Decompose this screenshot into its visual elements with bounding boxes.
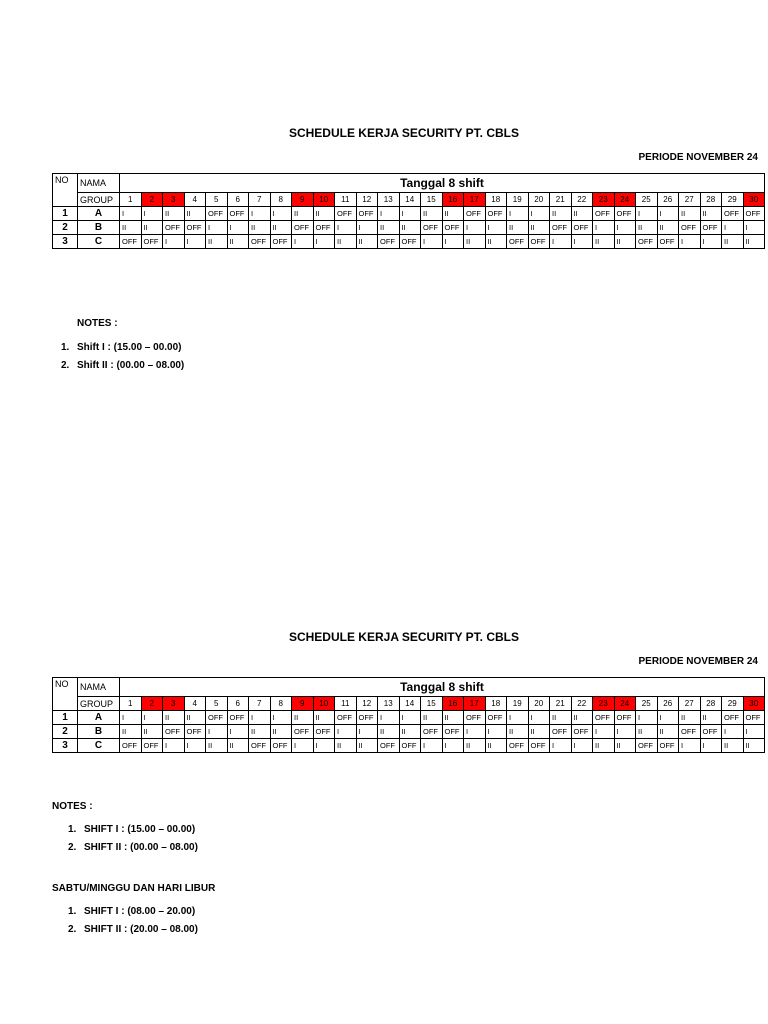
shift-cell: OFF: [722, 207, 744, 221]
shift-cell: I: [399, 207, 421, 221]
shift-cell: I: [120, 711, 142, 725]
shift-cell: II: [700, 711, 722, 725]
shift-cell: I: [163, 235, 185, 249]
day-cell: 22: [571, 697, 593, 711]
shift-cell: II: [507, 221, 529, 235]
shift-cell: OFF: [528, 739, 550, 753]
shift-cell: II: [227, 739, 249, 753]
day-cell: 10: [313, 193, 335, 207]
shift-cell: OFF: [378, 739, 400, 753]
shift-cell: II: [679, 711, 701, 725]
day-cell: 12: [356, 193, 378, 207]
shift-cell: I: [335, 221, 357, 235]
shift-cell: II: [184, 207, 206, 221]
day-cell: 11: [335, 697, 357, 711]
shift-cell: I: [679, 739, 701, 753]
schedule-table: [52, 173, 765, 249]
shift-cell: OFF: [528, 235, 550, 249]
day-cell: 6: [227, 193, 249, 207]
shift-cell: II: [528, 221, 550, 235]
day-cell: 4: [184, 193, 206, 207]
shift-cell: OFF: [550, 221, 572, 235]
day-cell: 9: [292, 193, 314, 207]
weekend-heading: SABTU/MINGGU DAN HARI LIBUR: [52, 883, 216, 894]
col-nama-header: NAMA: [78, 678, 120, 697]
shift-cell: II: [399, 221, 421, 235]
shift-cell: I: [421, 739, 443, 753]
day-cell: 28: [700, 193, 722, 207]
list-item: [68, 822, 198, 840]
table-row: [53, 739, 765, 753]
shift-cell: OFF: [120, 739, 142, 753]
shift-cell: I: [184, 739, 206, 753]
shift-cell: I: [464, 221, 486, 235]
day-cell: 15: [421, 193, 443, 207]
shift-cell: I: [442, 235, 464, 249]
day-cell: 17: [464, 697, 486, 711]
day-cell: 29: [722, 697, 744, 711]
shift-cell: OFF: [227, 711, 249, 725]
day-cell: 21: [550, 193, 572, 207]
day-cell: 7: [249, 697, 271, 711]
list-item: [68, 840, 198, 858]
shift-cell: II: [206, 235, 228, 249]
row-number: 2: [53, 725, 78, 739]
shift-cell: OFF: [614, 711, 636, 725]
shift-cell: I: [227, 725, 249, 739]
shift-cell: II: [184, 711, 206, 725]
shift-cell: OFF: [335, 207, 357, 221]
list-item: [61, 340, 184, 358]
shift-cell: OFF: [593, 711, 615, 725]
shift-cell: OFF: [141, 739, 163, 753]
day-cell: 20: [528, 697, 550, 711]
shift-cell: OFF: [335, 711, 357, 725]
shift-cell: II: [120, 725, 142, 739]
shift-cell: I: [292, 739, 314, 753]
shift-cell: II: [227, 235, 249, 249]
tanggal-header: Tanggal 8 shift: [120, 174, 765, 193]
shift-cell: I: [743, 221, 765, 235]
shift-cell: OFF: [550, 725, 572, 739]
shift-cell: OFF: [700, 221, 722, 235]
shift-cell: II: [292, 207, 314, 221]
shift-cell: II: [636, 221, 658, 235]
shift-cell: OFF: [120, 235, 142, 249]
day-cell: 20: [528, 193, 550, 207]
table-row: [53, 207, 765, 221]
shift-cell: II: [335, 235, 357, 249]
shift-cell: II: [657, 725, 679, 739]
list-text: SHIFT II : (20.00 – 08.00): [84, 924, 198, 935]
shift-cell: OFF: [442, 221, 464, 235]
day-cell: 12: [356, 697, 378, 711]
list-text: Shift II : (00.00 – 08.00): [77, 360, 185, 371]
shift-cell: II: [614, 739, 636, 753]
shift-cell: OFF: [507, 739, 529, 753]
shift-cell: II: [636, 725, 658, 739]
shift-cell: OFF: [679, 221, 701, 235]
shift-cell: OFF: [227, 207, 249, 221]
shift-cell: OFF: [593, 207, 615, 221]
shift-cell: OFF: [614, 207, 636, 221]
table-row: [53, 725, 765, 739]
shift-cell: II: [442, 207, 464, 221]
shift-cell: OFF: [399, 235, 421, 249]
day-cell: 16: [442, 697, 464, 711]
shift-cell: II: [700, 207, 722, 221]
shift-cell: I: [292, 235, 314, 249]
shift-cell: I: [378, 711, 400, 725]
shift-cell: II: [528, 725, 550, 739]
shift-cell: II: [571, 711, 593, 725]
shift-cell: II: [442, 711, 464, 725]
day-cell: 24: [614, 697, 636, 711]
shift-cell: I: [614, 725, 636, 739]
schedule-section-2: [0, 504, 768, 1024]
list-item: [61, 358, 184, 376]
day-cell: 1: [120, 697, 142, 711]
day-cell: 7: [249, 193, 271, 207]
shift-cell: I: [722, 221, 744, 235]
day-cell: 26: [657, 697, 679, 711]
list-item: [68, 904, 198, 922]
list-number: 2.: [61, 360, 70, 371]
shift-cell: I: [335, 725, 357, 739]
shift-cell: I: [657, 711, 679, 725]
day-cell: 2: [141, 193, 163, 207]
notes-list: [68, 822, 198, 858]
shift-cell: II: [593, 235, 615, 249]
shift-cell: OFF: [485, 207, 507, 221]
day-cell: 15: [421, 697, 443, 711]
shift-cell: II: [120, 221, 142, 235]
shift-cell: OFF: [636, 739, 658, 753]
shift-cell: I: [550, 739, 572, 753]
shift-cell: OFF: [464, 207, 486, 221]
group-name: A: [78, 207, 120, 221]
shift-cell: II: [614, 235, 636, 249]
shift-cell: II: [421, 207, 443, 221]
day-cell: 9: [292, 697, 314, 711]
day-cell: 2: [141, 697, 163, 711]
day-cell: 27: [679, 193, 701, 207]
shift-cell: I: [356, 221, 378, 235]
day-cell: 8: [270, 193, 292, 207]
notes-heading: NOTES :: [52, 801, 93, 812]
list-number: 1.: [61, 342, 70, 353]
shift-cell: II: [743, 235, 765, 249]
schedule-title: SCHEDULE KERJA SECURITY PT. CBLS: [288, 630, 520, 644]
shift-cell: II: [657, 221, 679, 235]
shift-cell: II: [464, 739, 486, 753]
schedule-section-1: [0, 0, 768, 420]
shift-cell: I: [184, 235, 206, 249]
shift-cell: I: [249, 207, 271, 221]
shift-cell: OFF: [184, 725, 206, 739]
shift-cell: II: [399, 725, 421, 739]
list-text: SHIFT I : (15.00 – 00.00): [84, 824, 196, 835]
day-cell: 19: [507, 193, 529, 207]
shift-cell: OFF: [743, 711, 765, 725]
col-nama-header: NAMA: [78, 174, 120, 193]
day-cell: 13: [378, 193, 400, 207]
day-cell: 19: [507, 697, 529, 711]
day-cell: 5: [206, 193, 228, 207]
shift-cell: II: [378, 221, 400, 235]
shift-cell: OFF: [163, 725, 185, 739]
shift-cell: I: [571, 739, 593, 753]
shift-cell: OFF: [249, 235, 271, 249]
shift-cell: II: [163, 711, 185, 725]
day-cell: 23: [593, 193, 615, 207]
shift-cell: I: [636, 711, 658, 725]
shift-cell: II: [356, 235, 378, 249]
group-name: C: [78, 739, 120, 753]
shift-cell: OFF: [679, 725, 701, 739]
shift-cell: OFF: [657, 739, 679, 753]
shift-cell: I: [593, 725, 615, 739]
day-cell: 23: [593, 697, 615, 711]
day-cell: 5: [206, 697, 228, 711]
day-cell: 3: [163, 697, 185, 711]
day-cell: 30: [743, 697, 765, 711]
shift-cell: I: [270, 207, 292, 221]
day-cell: 25: [636, 193, 658, 207]
shift-cell: OFF: [206, 711, 228, 725]
day-cell: 11: [335, 193, 357, 207]
day-cell: 4: [184, 697, 206, 711]
shift-cell: II: [571, 207, 593, 221]
shift-cell: II: [550, 207, 572, 221]
shift-cell: I: [593, 221, 615, 235]
group-name: C: [78, 235, 120, 249]
shift-cell: II: [550, 711, 572, 725]
shift-cell: OFF: [442, 725, 464, 739]
day-cell: 29: [722, 193, 744, 207]
shift-cell: I: [206, 725, 228, 739]
day-cell: 13: [378, 697, 400, 711]
shift-cell: OFF: [657, 235, 679, 249]
day-cell: 18: [485, 697, 507, 711]
shift-cell: II: [507, 725, 529, 739]
shift-cell: OFF: [507, 235, 529, 249]
col-no-header: NO: [53, 174, 78, 207]
shift-cell: I: [657, 207, 679, 221]
shift-cell: II: [270, 725, 292, 739]
day-cell: 21: [550, 697, 572, 711]
shift-cell: I: [636, 207, 658, 221]
row-number: 3: [53, 739, 78, 753]
shift-cell: I: [743, 725, 765, 739]
shift-cell: I: [485, 725, 507, 739]
shift-cell: II: [335, 739, 357, 753]
shift-cell: OFF: [206, 207, 228, 221]
schedule-title: SCHEDULE KERJA SECURITY PT. CBLS: [288, 126, 520, 140]
group-name: B: [78, 221, 120, 235]
shift-cell: I: [249, 711, 271, 725]
shift-cell: OFF: [571, 725, 593, 739]
shift-cell: I: [227, 221, 249, 235]
shift-cell: I: [507, 711, 529, 725]
schedule-period: PERIODE NOVEMBER 24: [638, 152, 758, 163]
shift-cell: I: [528, 207, 550, 221]
shift-cell: I: [722, 725, 744, 739]
day-cell: 3: [163, 193, 185, 207]
day-cell: 28: [700, 697, 722, 711]
day-cell: 30: [743, 193, 765, 207]
shift-cell: OFF: [378, 235, 400, 249]
shift-cell: II: [163, 207, 185, 221]
shift-cell: OFF: [292, 725, 314, 739]
shift-cell: OFF: [421, 725, 443, 739]
shift-cell: OFF: [636, 235, 658, 249]
shift-cell: OFF: [249, 739, 271, 753]
shift-cell: OFF: [485, 711, 507, 725]
notes-heading: NOTES :: [77, 318, 118, 329]
day-cell: 6: [227, 697, 249, 711]
day-cell: 14: [399, 193, 421, 207]
shift-cell: I: [700, 235, 722, 249]
shift-cell: I: [270, 711, 292, 725]
shift-cell: I: [378, 207, 400, 221]
list-number: 2.: [68, 924, 77, 935]
day-cell: 18: [485, 193, 507, 207]
row-number: 1: [53, 207, 78, 221]
group-name: B: [78, 725, 120, 739]
shift-cell: OFF: [743, 207, 765, 221]
shift-cell: I: [679, 235, 701, 249]
shift-cell: II: [249, 221, 271, 235]
shift-cell: OFF: [141, 235, 163, 249]
shift-cell: II: [593, 739, 615, 753]
shift-cell: I: [550, 235, 572, 249]
shift-cell: I: [356, 725, 378, 739]
shift-cell: OFF: [313, 725, 335, 739]
table-row: [53, 235, 765, 249]
shift-cell: OFF: [722, 711, 744, 725]
shift-cell: OFF: [184, 221, 206, 235]
shift-cell: I: [571, 235, 593, 249]
day-cell: 25: [636, 697, 658, 711]
shift-cell: I: [206, 221, 228, 235]
day-cell: 27: [679, 697, 701, 711]
shift-cell: OFF: [292, 221, 314, 235]
shift-cell: II: [679, 207, 701, 221]
row-number: 2: [53, 221, 78, 235]
day-cell: 16: [442, 193, 464, 207]
table-row: [53, 221, 765, 235]
shift-cell: II: [141, 725, 163, 739]
shift-cell: II: [356, 739, 378, 753]
list-number: 1.: [68, 906, 77, 917]
shift-cell: II: [743, 739, 765, 753]
shift-cell: II: [141, 221, 163, 235]
col-group-header: GROUP: [78, 193, 120, 207]
list-text: SHIFT I : (08.00 – 20.00): [84, 906, 196, 917]
day-cell: 22: [571, 193, 593, 207]
day-cell: 26: [657, 193, 679, 207]
shift-cell: II: [292, 711, 314, 725]
list-number: 1.: [68, 824, 77, 835]
shift-cell: OFF: [464, 711, 486, 725]
shift-cell: II: [722, 739, 744, 753]
day-cell: 14: [399, 697, 421, 711]
shift-cell: II: [378, 725, 400, 739]
shift-cell: II: [485, 739, 507, 753]
shift-cell: OFF: [356, 711, 378, 725]
table-row: [53, 711, 765, 725]
shift-cell: OFF: [700, 725, 722, 739]
shift-cell: OFF: [270, 235, 292, 249]
shift-cell: OFF: [571, 221, 593, 235]
shift-cell: I: [528, 711, 550, 725]
weekend-list: [68, 904, 198, 940]
list-text: SHIFT II : (00.00 – 08.00): [84, 842, 198, 853]
list-number: 2.: [68, 842, 77, 853]
shift-cell: II: [206, 739, 228, 753]
tanggal-header: Tanggal 8 shift: [120, 678, 765, 697]
day-cell: 10: [313, 697, 335, 711]
day-cell: 24: [614, 193, 636, 207]
shift-cell: II: [421, 711, 443, 725]
schedule-table: [52, 677, 765, 753]
shift-cell: I: [421, 235, 443, 249]
schedule-period: PERIODE NOVEMBER 24: [638, 656, 758, 667]
shift-cell: OFF: [356, 207, 378, 221]
shift-cell: I: [700, 739, 722, 753]
shift-cell: I: [507, 207, 529, 221]
shift-cell: OFF: [163, 221, 185, 235]
row-number: 1: [53, 711, 78, 725]
shift-cell: II: [464, 235, 486, 249]
notes-list: [61, 340, 184, 376]
shift-cell: I: [442, 739, 464, 753]
day-cell: 8: [270, 697, 292, 711]
row-number: 3: [53, 235, 78, 249]
list-item: [68, 922, 198, 940]
shift-cell: II: [485, 235, 507, 249]
list-text: Shift I : (15.00 – 00.00): [77, 342, 182, 353]
col-no-header: NO: [53, 678, 78, 711]
shift-cell: I: [485, 221, 507, 235]
shift-cell: I: [120, 207, 142, 221]
shift-cell: II: [313, 711, 335, 725]
shift-cell: I: [141, 711, 163, 725]
shift-cell: I: [313, 739, 335, 753]
shift-cell: II: [722, 235, 744, 249]
shift-cell: OFF: [399, 739, 421, 753]
shift-cell: OFF: [313, 221, 335, 235]
shift-cell: OFF: [421, 221, 443, 235]
shift-cell: I: [464, 725, 486, 739]
shift-cell: II: [313, 207, 335, 221]
shift-cell: I: [313, 235, 335, 249]
day-cell: 1: [120, 193, 142, 207]
day-cell: 17: [464, 193, 486, 207]
shift-cell: II: [270, 221, 292, 235]
shift-cell: I: [614, 221, 636, 235]
shift-cell: I: [163, 739, 185, 753]
shift-cell: I: [399, 711, 421, 725]
shift-cell: OFF: [270, 739, 292, 753]
shift-cell: II: [249, 725, 271, 739]
group-name: A: [78, 711, 120, 725]
shift-cell: I: [141, 207, 163, 221]
col-group-header: GROUP: [78, 697, 120, 711]
